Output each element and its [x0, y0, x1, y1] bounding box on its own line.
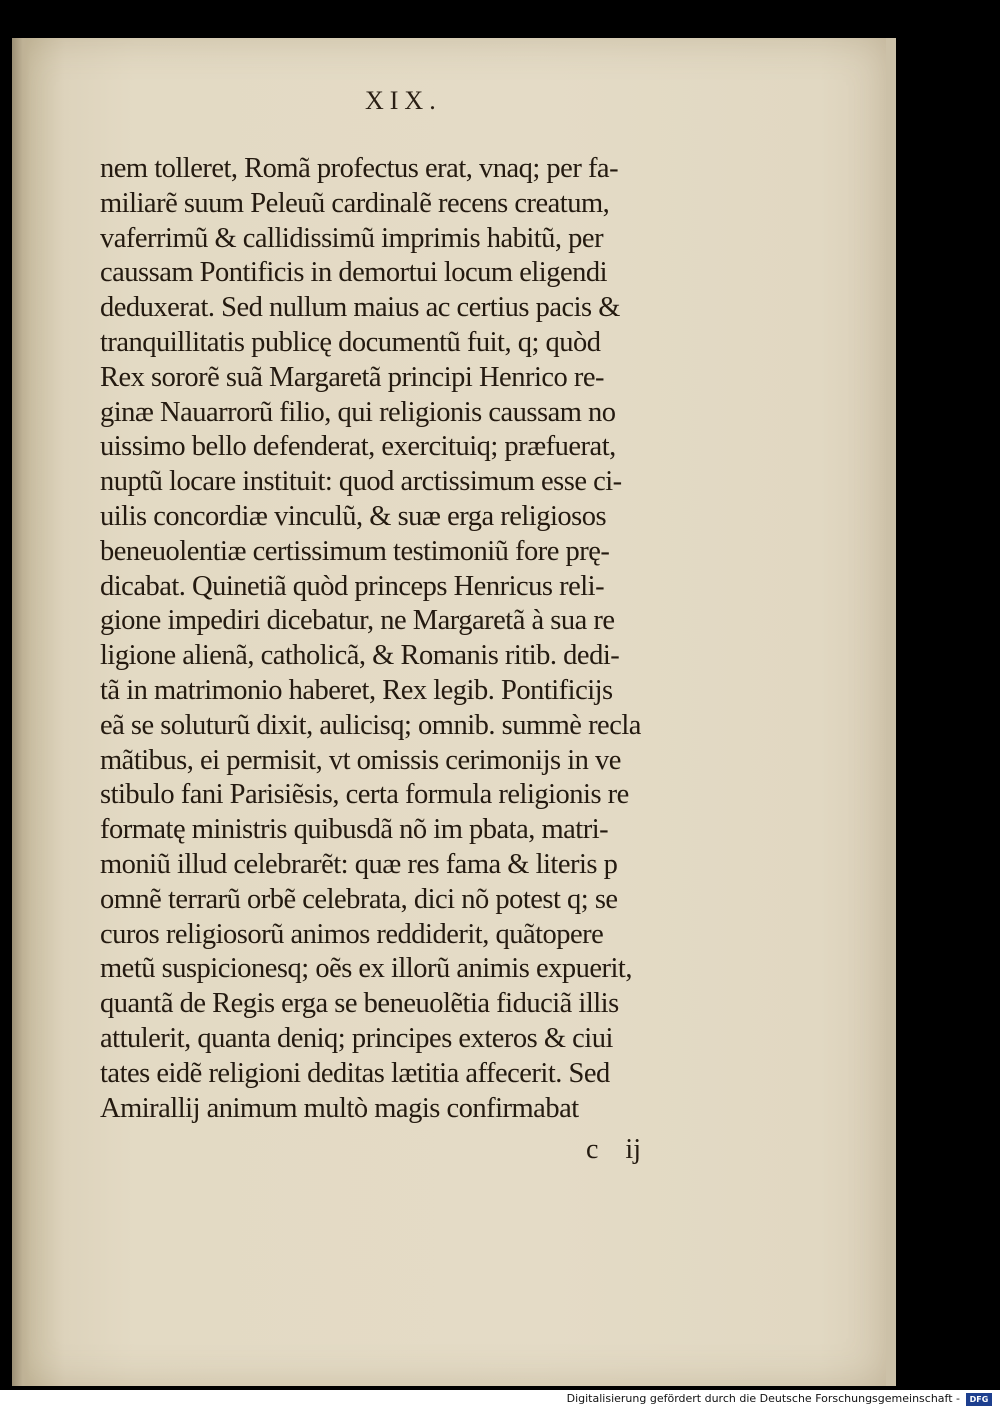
text-line: ligione alienã, catholicã, & Romanis ritib. dedi- — [100, 640, 620, 672]
text-line: curos religiosorũ animos reddiderit, quãtopere — [100, 918, 604, 950]
text-line: moniũ illud celebrarẽt: quæ res fama & literis p — [100, 848, 618, 880]
body-text — [100, 152, 720, 1126]
text-line: nuptũ locare instituit: quod arctissimum esse ci- — [100, 466, 622, 498]
page-fore-edge — [886, 38, 896, 1386]
text-line: tranquillitatis publicę documentũ fuit, q; quòd — [100, 326, 601, 358]
text-line: deduxerat. Sed nullum maius ac certius pacis & — [100, 292, 620, 324]
funding-credit-text: Digitalisierung gefördert durch die Deutsche Forschungsgemeinschaft - — [566, 1392, 960, 1405]
text-line: Rex sororẽ suã Margaretã principi Henrico re- — [100, 361, 605, 393]
text-line: attulerit, quanta deniq; principes exteros & ciui — [100, 1022, 613, 1054]
text-line: metũ suspicionesq; oẽs ex illorũ animis expuerit, — [100, 953, 632, 985]
text-line: uissimo bello defenderat, exercituiq; præfuerat, — [100, 431, 616, 463]
text-line: tã in matrimonio haberet, Rex legib. Pontificijs — [100, 674, 613, 706]
text-line: Amirallij animum multò magis confirmabat — [100, 1092, 579, 1124]
text-line: ginæ Nauarrorũ filio, qui religionis caussam no — [100, 396, 616, 428]
text-line: tates eidẽ religioni deditas lætitia affecerit. Sed — [100, 1057, 610, 1089]
text-line: gione impediri dicebatur, ne Margaretã à sua re — [100, 605, 615, 637]
text-line: omnẽ terrarũ orbẽ celebrata, dici nõ potest q; se — [100, 883, 618, 915]
text-line: uilis concordiæ vinculũ, & suæ erga religiosos — [100, 500, 607, 532]
dfg-logo-icon: DFG — [966, 1393, 992, 1406]
text-line: stibulo fani Parisiẽsis, certa formula religionis re — [100, 779, 629, 811]
text-line: eã se soluturũ dixit, aulicisq; omnib. summè recla — [100, 709, 641, 741]
page-folio-number: XIX. — [365, 86, 442, 115]
text-line: mãtibus, ei permisit, vt omissis cerimonijs in ve — [100, 744, 621, 776]
text-line: vaferrimũ & callidissimũ imprimis habitũ, per — [100, 222, 604, 254]
signature-mark: c ij — [586, 1134, 641, 1165]
text-line: nem tolleret, Romã profectus erat, vnaq; per fa- — [100, 153, 619, 184]
text-line: dicabat. Quinetiã quòd princeps Henricus reli- — [100, 570, 605, 602]
text-line: quantã de Regis erga se beneuolẽtia fiduciã illis — [100, 988, 619, 1020]
text-line: caussam Pontificis in demortui locum eligendi — [100, 257, 608, 289]
text-line: beneuolentiæ certissimum testimoniũ fore prę- — [100, 535, 610, 567]
page-gutter-shadow — [12, 38, 30, 1386]
text-line: miliarẽ suum Peleuũ cardinalẽ recens creatum, — [100, 187, 610, 219]
text-line: formatę ministris quibusdã nõ im pbata, matri- — [100, 814, 609, 846]
